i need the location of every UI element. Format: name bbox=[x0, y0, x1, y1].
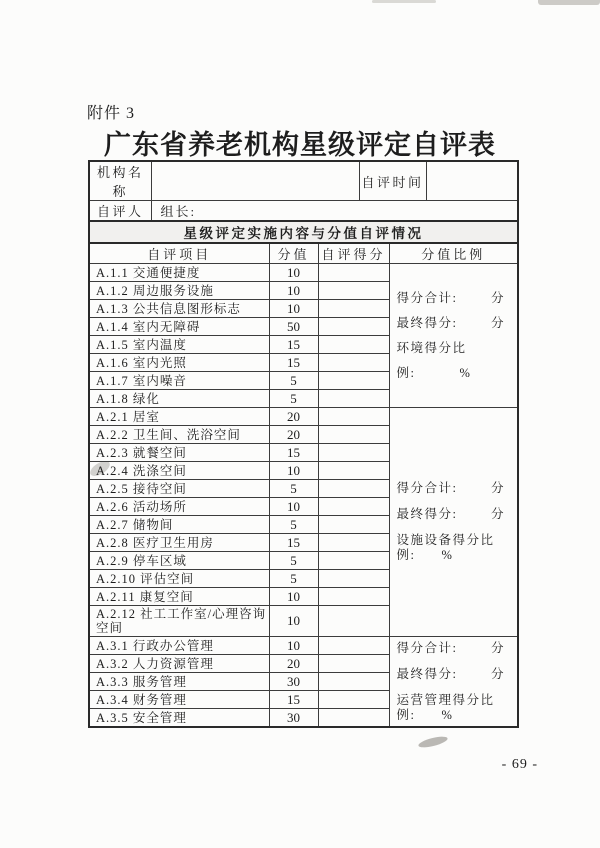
item-cell: A.1.4 室内无障碍 bbox=[89, 318, 269, 336]
self-score-cell bbox=[318, 552, 389, 570]
item-cell: A.3.4 财务管理 bbox=[89, 691, 269, 709]
score-cell: 30 bbox=[269, 673, 318, 691]
item-cell: A.2.9 停车区域 bbox=[89, 552, 269, 570]
self-score-cell bbox=[318, 534, 389, 552]
item-cell: A.2.12 社工工作室/心理咨询空间 bbox=[89, 606, 269, 637]
self-score-cell bbox=[318, 516, 389, 534]
final-score-line: 最终得分: 分 bbox=[396, 666, 505, 681]
column-header-row bbox=[89, 243, 518, 264]
item-cell: A.2.5 接待空间 bbox=[89, 480, 269, 498]
assess-time-label: 自评时间 bbox=[359, 161, 426, 201]
score-cell: 20 bbox=[269, 426, 318, 444]
score-cell: 10 bbox=[269, 282, 318, 300]
item-cell: A.3.3 服务管理 bbox=[89, 673, 269, 691]
ratio-summary-cell bbox=[389, 408, 518, 637]
scan-artifact bbox=[538, 0, 600, 5]
self-score-cell bbox=[318, 300, 389, 318]
score-cell: 15 bbox=[269, 691, 318, 709]
item-cell: A.2.10 评估空间 bbox=[89, 570, 269, 588]
self-score-cell bbox=[318, 390, 389, 408]
self-score-cell bbox=[318, 264, 389, 282]
assess-time-value-cell bbox=[426, 161, 518, 201]
org-name-value-cell bbox=[151, 161, 359, 201]
score-cell: 10 bbox=[269, 606, 318, 637]
col-header-score: 分值 bbox=[269, 243, 318, 264]
col-header-self-score: 自评得分 bbox=[318, 243, 389, 264]
score-total-line: 得分合计: 分 bbox=[396, 481, 505, 495]
leader-line: 组长: bbox=[160, 204, 197, 219]
item-cell: A.1.6 室内光照 bbox=[89, 354, 269, 372]
score-cell: 5 bbox=[269, 570, 318, 588]
item-cell: A.2.6 活动场所 bbox=[89, 498, 269, 516]
item-cell: A.3.1 行政办公管理 bbox=[89, 637, 269, 655]
col-header-ratio: 分值比例 bbox=[389, 243, 518, 264]
score-cell: 30 bbox=[269, 709, 318, 728]
score-total-line: 得分合计: 分 bbox=[396, 290, 505, 305]
ratio-value-line: 例: % bbox=[396, 548, 454, 562]
score-cell: 5 bbox=[269, 516, 318, 534]
score-cell: 5 bbox=[269, 480, 318, 498]
self-score-cell bbox=[318, 336, 389, 354]
item-cell: A.1.5 室内温度 bbox=[89, 336, 269, 354]
score-cell: 10 bbox=[269, 462, 318, 480]
score-cell: 10 bbox=[269, 637, 318, 655]
score-total-line: 得分合计: 分 bbox=[396, 640, 505, 655]
item-cell: A.1.1 交通便捷度 bbox=[89, 264, 269, 282]
score-cell: 5 bbox=[269, 372, 318, 390]
self-score-cell bbox=[318, 637, 389, 655]
score-cell: 15 bbox=[269, 534, 318, 552]
score-cell: 20 bbox=[269, 655, 318, 673]
score-cell: 5 bbox=[269, 552, 318, 570]
item-cell: A.1.7 室内噪音 bbox=[89, 372, 269, 390]
final-score-line: 最终得分: 分 bbox=[396, 507, 505, 521]
ratio-summary-cell bbox=[389, 637, 518, 728]
ratio-value-line: 例: % bbox=[396, 707, 454, 722]
score-cell: 15 bbox=[269, 354, 318, 372]
ratio-summary-cell bbox=[389, 264, 518, 408]
self-score-cell bbox=[318, 570, 389, 588]
ratio-label-line: 设施设备得分比 bbox=[396, 533, 495, 547]
item-cell: A.2.4 洗涤空间 bbox=[89, 462, 269, 480]
item-cell: A.2.3 就餐空间 bbox=[89, 444, 269, 462]
attachment-label: 附件 3 bbox=[87, 105, 136, 122]
ratio-value-line: 例: % bbox=[396, 365, 472, 380]
page-number: - 69 - bbox=[501, 757, 538, 772]
score-cell: 15 bbox=[269, 444, 318, 462]
ratio-label-line: 环境得分比 bbox=[396, 340, 467, 355]
self-score-cell bbox=[318, 673, 389, 691]
self-score-cell bbox=[318, 588, 389, 606]
document-title: 广东省养老机构星级评定自评表 bbox=[104, 130, 496, 160]
self-score-cell bbox=[318, 426, 389, 444]
score-cell: 15 bbox=[269, 336, 318, 354]
self-score-cell bbox=[318, 354, 389, 372]
org-name-label: 机构名称 bbox=[89, 161, 151, 201]
info-row-org bbox=[89, 161, 518, 201]
final-score-line: 最终得分: 分 bbox=[396, 315, 505, 330]
section-title-row bbox=[89, 221, 518, 243]
self-score-cell bbox=[318, 691, 389, 709]
self-score-cell bbox=[318, 318, 389, 336]
self-score-cell bbox=[318, 408, 389, 426]
item-cell: A.3.2 人力资源管理 bbox=[89, 655, 269, 673]
assessors-label: 自评人 bbox=[89, 201, 151, 241]
item-cell: A.2.11 康复空间 bbox=[89, 588, 269, 606]
score-cell: 5 bbox=[269, 390, 318, 408]
self-score-cell bbox=[318, 498, 389, 516]
self-score-cell bbox=[318, 480, 389, 498]
item-cell: A.1.3 公共信息图形标志 bbox=[89, 300, 269, 318]
self-score-cell bbox=[318, 606, 389, 637]
item-cell: A.2.7 储物间 bbox=[89, 516, 269, 534]
self-score-cell bbox=[318, 444, 389, 462]
table-row bbox=[89, 408, 518, 426]
score-cell: 50 bbox=[269, 318, 318, 336]
item-cell: A.2.2 卫生间、洗浴空间 bbox=[89, 426, 269, 444]
score-cell: 10 bbox=[269, 300, 318, 318]
self-score-cell bbox=[318, 709, 389, 728]
ratio-label-line: 运营管理得分比 bbox=[396, 692, 495, 707]
item-cell: A.3.5 安全管理 bbox=[89, 709, 269, 728]
table-row bbox=[89, 637, 518, 655]
section-title: 星级评定实施内容与分值自评情况 bbox=[89, 221, 518, 243]
table-row bbox=[89, 264, 518, 282]
self-score-cell bbox=[318, 655, 389, 673]
item-cell: A.1.2 周边服务设施 bbox=[89, 282, 269, 300]
self-score-cell bbox=[318, 372, 389, 390]
score-cell: 10 bbox=[269, 498, 318, 516]
item-cell: A.2.8 医疗卫生用房 bbox=[89, 534, 269, 552]
item-cell: A.1.8 绿化 bbox=[89, 390, 269, 408]
score-cell: 10 bbox=[269, 264, 318, 282]
scan-artifact bbox=[372, 0, 436, 3]
self-score-cell bbox=[318, 282, 389, 300]
scan-artifact bbox=[417, 734, 448, 749]
self-score-cell bbox=[318, 462, 389, 480]
score-cell: 10 bbox=[269, 588, 318, 606]
assessment-table bbox=[88, 220, 519, 728]
item-cell: A.2.1 居室 bbox=[89, 408, 269, 426]
col-header-item: 自评项目 bbox=[89, 243, 269, 264]
score-cell: 20 bbox=[269, 408, 318, 426]
